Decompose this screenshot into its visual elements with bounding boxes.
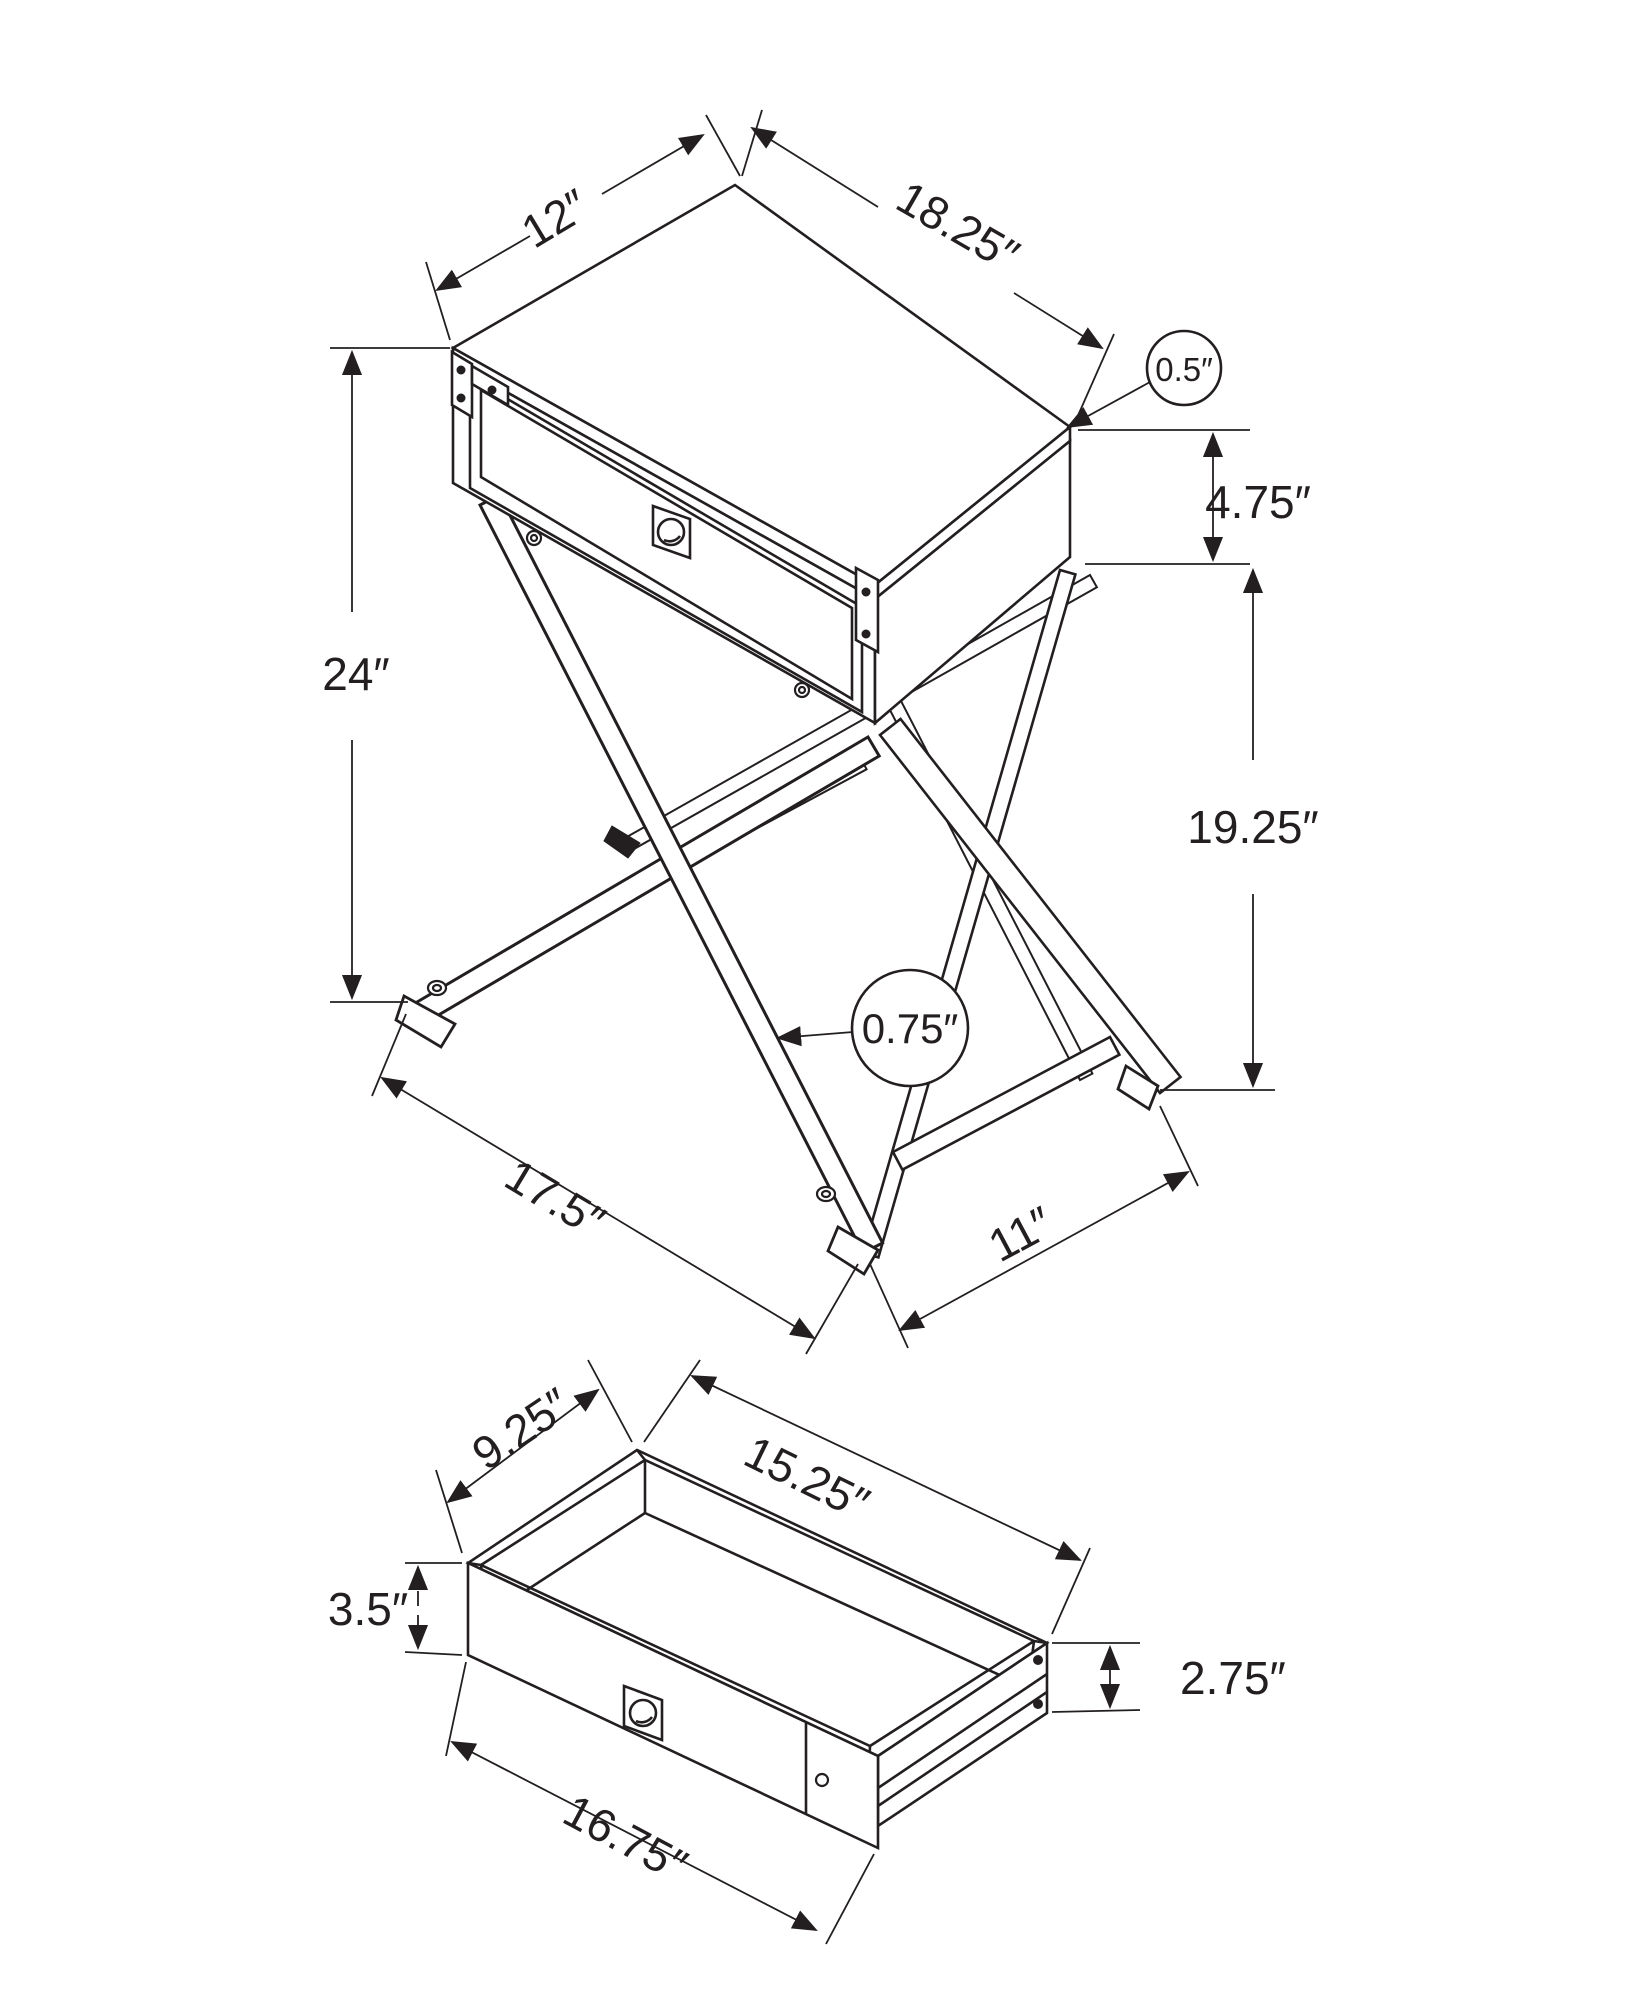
dim-label-drawer-side-height: 2.75″ [1180,1652,1286,1704]
assembled-table-view [322,110,1318,1354]
callout-leg-thickness [778,970,968,1086]
drawer-view [328,1360,1286,1944]
dim-label-top-thickness: 0.5″ [1155,351,1213,388]
dim-label-leg-clearance: 19.25″ [1187,801,1319,853]
dim-label-drawer-inner-depth: 9.25″ [462,1377,580,1480]
dim-overall-height [322,348,450,1002]
corner-bracket-front [856,568,878,652]
dim-drawer-side-height [1052,1643,1286,1712]
dim-label-drawer-inner-width: 15.25″ [736,1425,878,1530]
dim-label-base-spread-wide: 17.5″ [496,1148,614,1248]
dim-leg-clearance [1160,570,1319,1090]
dim-label-top-section-height: 4.75″ [1205,476,1311,528]
callout-top-thickness [1068,331,1221,427]
dim-label-leg-thickness: 0.75″ [861,1005,959,1052]
dim-top-section-height [1078,430,1311,564]
dim-label-drawer-front-width: 16.75″ [555,1784,696,1892]
dim-label-top-depth: 12″ [512,178,598,258]
drawer-side-face [878,1643,1047,1826]
dim-label-overall-height: 24″ [322,648,390,700]
rear-foot [604,826,640,858]
dim-drawer-inner-depth [436,1360,632,1553]
drawer-front-face [468,1563,878,1848]
dim-drawer-front-height [328,1563,462,1655]
dim-label-drawer-front-height: 3.5″ [327,1583,409,1635]
dim-drawer-inner-width [644,1360,1090,1634]
dim-label-top-width: 18.25″ [888,170,1028,282]
dim-label-base-spread-deep: 11″ [980,1195,1061,1272]
bolt-washer [428,981,835,1201]
drawer-box [468,1450,1047,1848]
